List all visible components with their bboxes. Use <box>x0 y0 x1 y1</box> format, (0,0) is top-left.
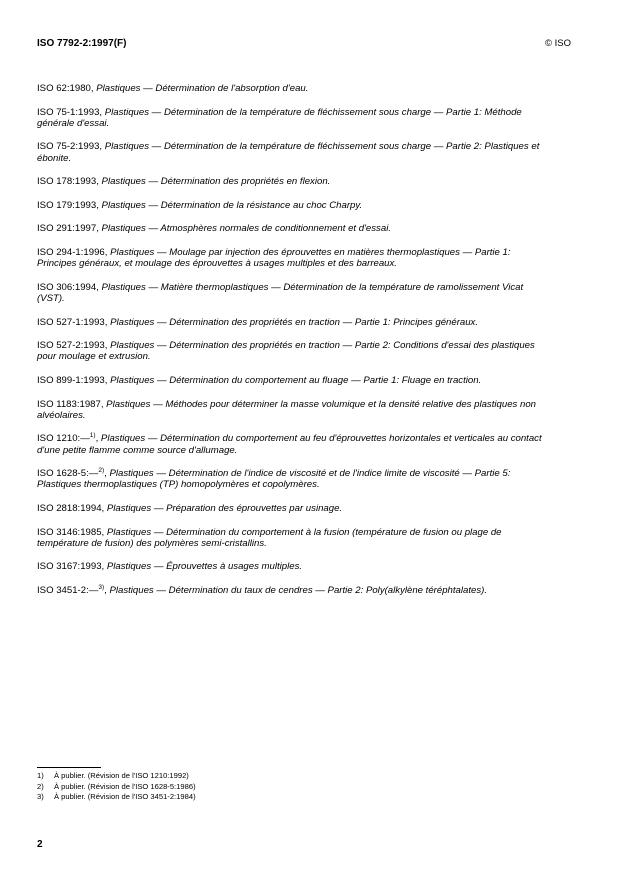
reference-code: ISO 3146:1985, <box>37 526 105 538</box>
reference-item <box>37 223 552 234</box>
reference-title: Plastiques — Méthodes pour déterminer la masse volumique et la densité relative des plastiques non alvéolaires. <box>37 398 536 421</box>
footnote-number: 2) <box>37 781 44 791</box>
reference-item <box>37 317 552 328</box>
footnote-marker: 1) <box>89 432 96 440</box>
reference-code: ISO 3167:1993, <box>37 561 105 573</box>
reference-code: ISO 527-2:1993, <box>37 340 108 352</box>
reference-title: Plastiques — Matière thermoplastiques — Détermination de la température de ramolissement Vicat (VST). <box>37 281 524 304</box>
reference-item <box>37 375 552 386</box>
reference-item: ISO 1210:—$^{1)}$, Plastiques — Détermination du comportement au feu d'éprouvettes horizontales et verticales au contact d'une petite flamme comme source d'allumage. <box>37 432 542 456</box>
reference-code: ISO 3451-2:— <box>37 584 99 596</box>
reference-list <box>37 83 552 609</box>
footnote-number: 1) <box>37 771 44 780</box>
reference-item <box>37 561 552 572</box>
reference-code: ISO 527-1:1993, <box>37 316 108 328</box>
reference-title: Plastiques — Détermination de la résistance au choc Charpy. <box>101 199 363 211</box>
reference-item <box>37 176 552 187</box>
footnote-text: À publier. (Révision de l'ISO 1210:1992) <box>54 771 189 780</box>
footnote-divider <box>37 767 101 768</box>
footnote-text: À publier. (Révision de l'ISO 3451-2:1984) <box>54 792 196 802</box>
reference-item <box>37 247 552 269</box>
reference-item <box>37 340 552 362</box>
reference-code: ISO 1183:1987, <box>37 398 104 410</box>
reference-item: ISO 3451-2:—$^{3)}$, Plastiques — Détermination du taux de cendres — Partie 2: Poly(alkylène téréphtalates). <box>37 583 488 596</box>
reference-title: Plastiques — Détermination du taux de cendres — Partie 2: Poly(alkylène téréphtalates). <box>109 584 488 596</box>
reference-title: Plastiques — Détermination des propriétés en traction — Partie 2: Conditions d'essai des plastiques pour moulage et extrusion. <box>37 340 535 363</box>
reference-code: ISO 291:1997, <box>37 223 99 235</box>
reference-item <box>37 107 552 129</box>
reference-title: Plastiques — Détermination du comportement à la fusion (température de fusion ou plage de température de fusion) des polymères semi-cristallins. <box>37 526 502 549</box>
reference-code: ISO 1210:— <box>37 433 90 445</box>
document-id: ISO 7792-2:1997(F) <box>37 38 127 49</box>
footnote-item <box>37 782 196 793</box>
reference-title: Plastiques — Détermination du comportement au feu d'éprouvettes horizontales et verticales au contact d'une petite flamme comme source d'allumage. <box>37 433 542 456</box>
reference-title: Plastiques — Détermination du comportement au fluage — Partie 1: Fluage en traction. <box>110 374 482 386</box>
reference-item <box>37 83 552 94</box>
footnote-list <box>37 771 196 803</box>
reference-title: Plastiques — Éprouvettes à usages multiples. <box>106 561 303 573</box>
page-number: 2 <box>37 839 43 850</box>
reference-title: Plastiques — Détermination de l'indice de viscosité et de l'indice limite de viscosité — Partie 5: Plastiques thermoplastiques (TP) homopolymères et copolymères. <box>37 468 511 491</box>
reference-code: ISO 62:1980, <box>37 83 94 94</box>
reference-code: ISO 75-1:1993, <box>37 106 103 118</box>
reference-code: ISO 306:1994, <box>37 281 99 293</box>
reference-item <box>37 141 552 163</box>
footnote-item <box>37 792 196 803</box>
reference-title: Plastiques — Atmosphères normales de conditionnement et d'essai. <box>101 223 391 235</box>
reference-item <box>37 527 552 549</box>
footnote-marker: 3) <box>98 583 105 591</box>
reference-title: Plastiques — Détermination de l'absorption d'eau. <box>96 83 309 94</box>
reference-title: Plastiques — Moulage par injection des éprouvettes en matières thermoplastiques — Partie 1: Principes généraux, et moulage des éprouvettes à usages multiples et des barreaux. <box>37 246 511 270</box>
reference-item <box>37 503 552 514</box>
reference-code: ISO 178:1993, <box>37 176 99 188</box>
reference-item <box>37 399 552 421</box>
reference-item <box>37 282 552 304</box>
reference-title: Plastiques — Détermination de la température de fléchissement sous charge — Partie 2: Plastiques et ébonite. <box>37 141 540 164</box>
reference-code: ISO 75-2:1993, <box>37 141 103 153</box>
reference-title: Plastiques — Préparation des éprouvettes par usinage. <box>106 502 343 514</box>
copyright-notice: © ISO <box>544 38 571 49</box>
reference-code: ISO 179:1993, <box>37 199 99 211</box>
reference-title: Plastiques — Détermination des propriétés en flexion. <box>101 176 331 188</box>
reference-code: ISO 294-1:1996, <box>37 246 108 258</box>
footnote-text: À publier. (Révision de l'ISO 1628-5:1986) <box>54 781 196 791</box>
reference-title: Plastiques — Détermination de la température de fléchissement sous charge — Partie 1: Méthode générale d'essai. <box>37 106 522 129</box>
footnote-number: 3) <box>37 792 44 802</box>
reference-title: Plastiques — Détermination des propriétés en traction — Partie 1: Principes généraux. <box>110 316 479 328</box>
footnote-item <box>37 771 196 782</box>
footnote-marker: 2) <box>98 467 105 475</box>
reference-item: ISO 1628-5:—$^{2)}$, Plastiques — Détermination de l'indice de viscosité et de l'indice limite de viscosité — Partie 5: Plastiques thermoplastiques (TP) homopolymères et copolymères. <box>37 467 511 491</box>
reference-code: ISO 899-1:1993, <box>37 374 108 386</box>
reference-code: ISO 2818:1994, <box>37 502 105 514</box>
reference-item <box>37 200 552 211</box>
reference-code: ISO 1628-5:— <box>37 468 99 480</box>
